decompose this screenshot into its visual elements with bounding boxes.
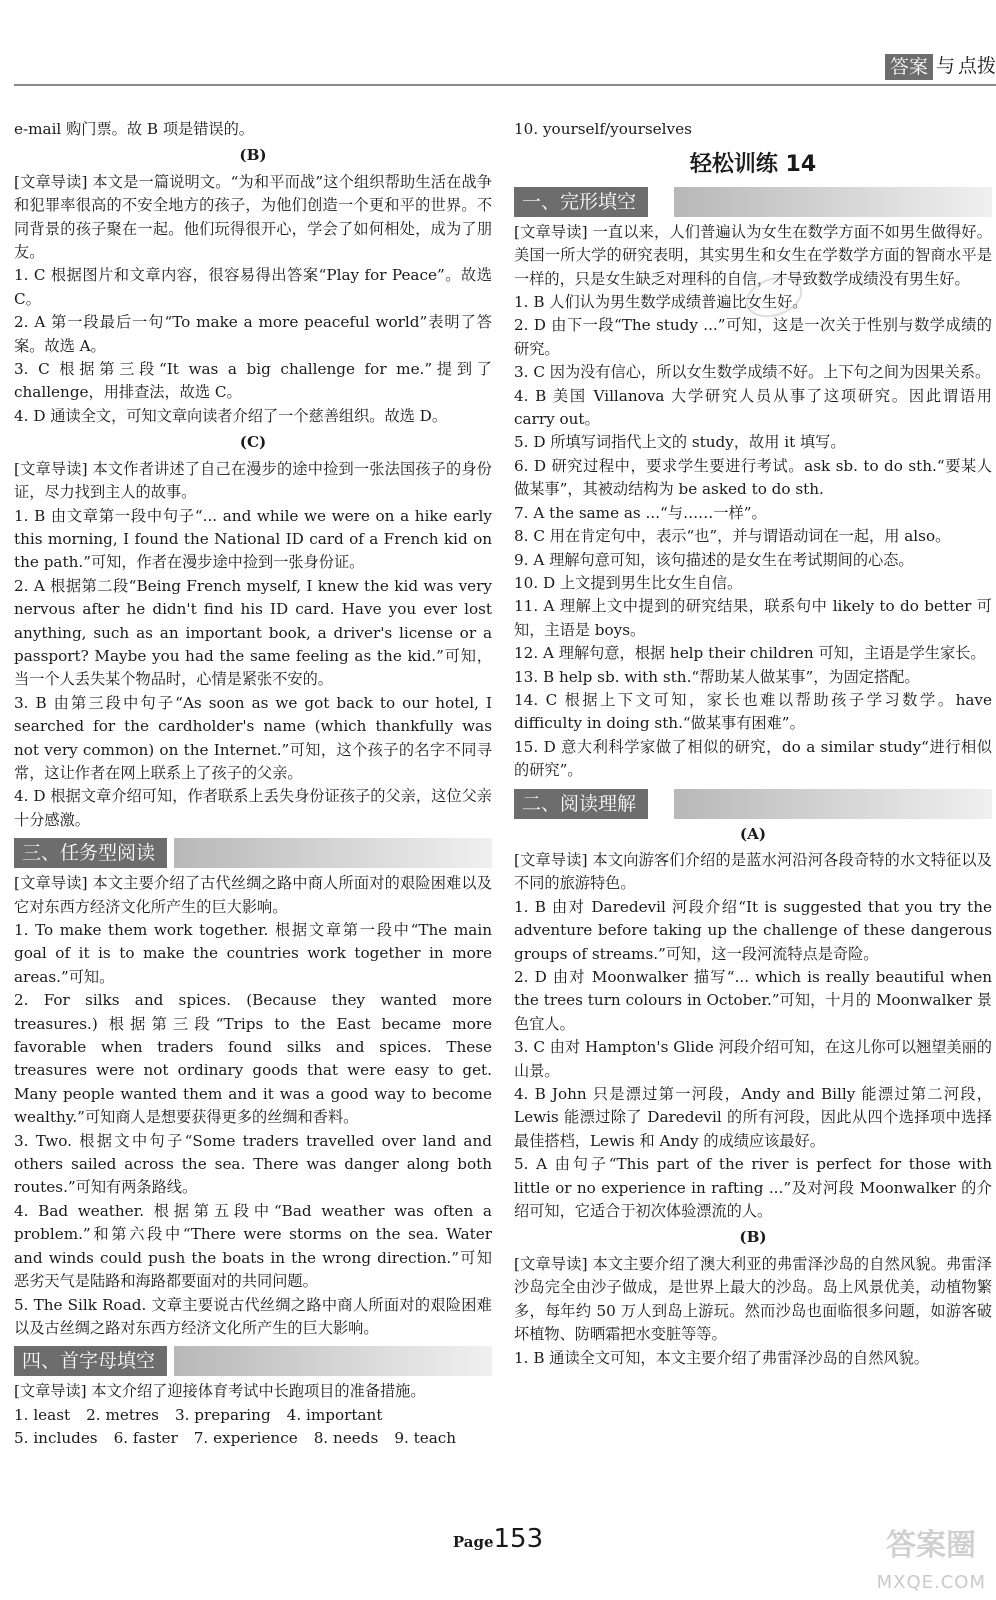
page-number: 153 [493, 1524, 544, 1554]
section-b2-label: (B) [739, 1228, 767, 1247]
header-rule [14, 84, 996, 86]
section-a-label: (A) [739, 824, 767, 843]
section-a-guide: [文章导读] 本文向游客们介绍的是蓝水河沿河各段奇特的水文特征以及不同的旅游特色。 [514, 850, 992, 893]
watermark-logo: 答案圈 [886, 1528, 976, 1563]
answer-item: 4. D 根据文章介绍可知，作者联系上丢失身份证孩子的父亲，这位父亲十分感激。 [14, 787, 492, 829]
answer-item: 3. C 因为没有信心，所以女生数学成绩不好。上下句之间为因果关系。 [514, 363, 991, 382]
answer-item: 8. C 用在肯定句中，表示“也”，并与谓语动词在一起，用 also。 [514, 527, 951, 546]
fill-answer: 1. least [14, 1405, 71, 1424]
answer-item: 4. D 通读全文，可知文章向读者介绍了一个慈善组织。故选 D。 [14, 406, 448, 425]
answer-item: 3. B 由第三段中句子“As soon as we got back to our hotel, I searched for the cardholder's name (which thankfully was not very common) on the Internet.”可知，这个孩子的名字不同寻常，这让作者在网上联系上了孩子的父亲。 [14, 693, 492, 782]
answer-item: 3. C 由对 Hampton's Glide 河段介绍可知，在这儿你可以翘望美丽的山景。 [514, 1038, 992, 1080]
left-column [14, 118, 492, 1451]
section-banner-task-reading [14, 838, 492, 868]
banner-fade [174, 1346, 492, 1376]
section-1-guide: [文章导读] 一直以来，人们普遍认为女生在数学方面不如男生做得好。美国一所大学的研究表明，其实男生和女生在学数学方面的智商水平是一样的，只是女生缺乏对理科的自信，才导致数学成绩没有男生好。 [514, 222, 992, 288]
section-b-label: (B) [239, 146, 267, 165]
fill-answers-row-1 [14, 1404, 492, 1427]
answer-tag: 答案 [885, 54, 933, 80]
answer-item: 1. To make them work together. 根据文章第一段中“The main goal of it is to make the countries work together in more areas.”可知。 [14, 921, 492, 986]
banner-fade [674, 789, 992, 819]
fill-answer: 3. preparing [174, 1405, 271, 1424]
section-c-guide: [文章导读] 本文作者讲述了自己在漫步的途中捡到一张法国孩子的身份证，尽力找到主人的故事。 [14, 459, 492, 502]
tips-tag: 点拨 [957, 55, 996, 78]
section-4-guide: [文章导读] 本文介绍了迎接体育考试中长跑项目的准备措施。 [14, 1382, 426, 1401]
answer-item: 5. A 由句子“This part of the river is perfect for those with little or no experience in rafting ...”及对河段 Moonwalker 的介绍可知，它适合于初次体验漂流的人。 [514, 1155, 992, 1221]
answer-item: 4. B John 只是漂过第一河段，Andy and Billy 能漂过第二河段，Lewis 能漂过除了 Daredevil 的所有河段，因此从四个选择项中选择最佳搭档，Lewis 和 Andy 的成绩应该最好。 [514, 1085, 992, 1150]
answer-item: 10. D 上文提到男生比女生自信。 [514, 573, 743, 592]
answer-item: 7. A the same as ...“与……一样”。 [514, 503, 767, 522]
section-banner-reading [514, 789, 992, 819]
answer-item: 11. A 理解上文中提到的研究结果，联系句中 likely to do better 可知，主语是 boys。 [514, 597, 992, 639]
banner-label: 一、完形填空 [514, 187, 648, 217]
header-tag [885, 54, 996, 80]
fill-answer: 8. needs [313, 1429, 379, 1448]
fill-answer: 2. metres [86, 1405, 159, 1424]
banner-label: 四、首字母填空 [14, 1346, 167, 1376]
section-b-guide: [文章导读] 本文是一篇说明文。“为和平而战”这个组织帮助生活在战争和犯罪率很高的不安全地方的孩子，为他们创造一个更和平的世界。不同背景的孩子聚在一起。他们玩得很开心，学会了如何相处，成为了朋友。 [14, 172, 492, 262]
section-banner-initial-letter [14, 1346, 492, 1376]
answer-item: 5. The Silk Road. 文章主要说古代丝绸之路中商人所面对的艰险困难以及古丝绸之路对东西方经济文化所产生的巨大影响。 [14, 1295, 492, 1337]
tag-separator: 与 [935, 55, 955, 78]
answer-item: 3. C 根据第三段“It was a big challenge for me.”提到了 challenge，用排查法，故选 C。 [14, 360, 492, 402]
intro-line: e-mail 购门票。故 B 项是错误的。 [14, 120, 254, 138]
answer-item: 5. D 所填写词指代上文的 study，故用 it 填写。 [514, 433, 846, 452]
answer-item: 1. B 由对 Daredevil 河段介绍“It is suggested that you try the adventure before taking up the challenge of these dangerous groups of streams.”可知，这一段河流特点是奇险。 [514, 897, 992, 963]
answer-item: 1. B 由文章第一段中句子“... and while we were on a hike early this morning, I found the National ID card of a French kid on the path.”可知，作者在漫步途中捡到一张身份证。 [14, 506, 492, 572]
watermark-site: MXQE.COM [876, 1571, 986, 1593]
answer-item: 2. A 第一段最后一句“To make a more peaceful world”表明了答案。故选 A。 [14, 313, 492, 355]
answer-item: 1. C 根据图片和文章内容，很容易得出答案“Play for Peace”。故选 C。 [14, 266, 492, 308]
answer-item: 1. B 人们认为男生数学成绩普遍比女生好。 [514, 293, 808, 312]
answer-item: 12. A 理解句意，根据 help their children 可知，主语是学生家长。 [514, 644, 986, 663]
answer-item: 1. B 通读全文可知，本文主要介绍了弗雷泽沙岛的自然风貌。 [514, 1348, 929, 1367]
fill-answer: 7. experience [193, 1429, 298, 1448]
section-3-guide: [文章导读] 本文主要介绍了古代丝绸之路中商人所面对的艰险困难以及它对东西方经济文化所产生的巨大影响。 [14, 874, 492, 916]
answer-item: 13. B help sb. with sth.“帮助某人做某事”，为固定搭配。 [514, 667, 920, 686]
answer-item: 10. yourself/yourselves [514, 120, 692, 138]
answer-item: 2. D 由下一段“The study ...”可知，这是一次关于性别与数学成绩的研究。 [514, 316, 992, 358]
banner-label: 三、任务型阅读 [14, 838, 167, 868]
banner-fade [674, 187, 992, 217]
answer-item: 14. C 根据上下文可知，家长也难以帮助孩子学习数学。have difficulty in doing sth.“做某事有困难”。 [514, 690, 992, 733]
answer-item: 3. Two. 根据文中句子“Some traders travelled over land and others sailed across the sea. There was danger along both routes.”可知有两条路线。 [14, 1131, 492, 1197]
section-b2-guide: [文章导读] 本文主要介绍了澳大利亚的弗雷泽沙岛的自然风貌。弗雷泽沙岛完全由沙子做成，是世界上最大的沙岛。岛上风景优美，动植物繁多，每年约 50 万人到岛上游玩。然而沙岛也面临很多问题，如游客破坏植物、防晒霜把水变脏等等。 [514, 1254, 992, 1344]
fill-answer: 4. important [286, 1405, 383, 1424]
page-label: Page [452, 1533, 494, 1551]
banner-label: 二、阅读理解 [514, 789, 648, 819]
answer-item: 9. A 理解句意可知，该句描述的是女生在考试期间的心态。 [514, 550, 914, 569]
answer-item: 2. For silks and spices. (Because they wanted more treasures.) 根据第三段“Trips to the East became more favorable when traders found silks and spices. These treasures were not ordinary goods that were easy to get. Many people wanted them and it was a good way to become wealthy.”可知商人是想要获得更多的丝绸和香料。 [14, 991, 492, 1127]
answer-item: 2. D 由对 Moonwalker 描写“... which is really beautiful when the trees turn colours in October.”可知，十月的 Moonwalker 景色宜人。 [514, 968, 992, 1033]
fill-answer: 6. faster [113, 1429, 178, 1448]
watermark [836, 1528, 986, 1594]
section-banner-cloze [514, 187, 992, 217]
training-title: 轻松训练 14 [689, 152, 817, 178]
answer-item: 4. Bad weather. 根据第五段中“Bad weather was often a problem.”和第六段中“There were storms on the sea. Water and winds could push the boats in the wrong direction.”可知恶劣天气是陆路和海路都要面对的共同问题。 [14, 1201, 492, 1291]
section-c-label: (C) [239, 433, 267, 452]
answer-item: 15. D 意大利科学家做了相似的研究，do a similar study“进行相似的研究”。 [514, 737, 992, 780]
banner-fade [174, 838, 492, 868]
fill-answers-row-2 [14, 1427, 492, 1450]
answer-item: 6. D 研究过程中，要求学生要进行考试。ask sb. to do sth.“要某人做某事”，其被动结构为 be asked to do sth. [514, 456, 992, 499]
answer-item: 2. A 根据第二段“Being French myself, I knew the kid was very nervous after he didn't find his ID card. Have you ever lost anything, such as an important book, a driver's license or a passport? Maybe you had the same feeling as the kid.”可知，当一个人丢失某个物品时，心情是紧张不安的。 [14, 576, 492, 689]
fill-answer: 9. teach [394, 1429, 457, 1448]
fill-answer: 5. includes [14, 1429, 98, 1448]
answer-item: 4. B 美国 Villanova 大学研究人员从事了这项研究。因此谓语用 carry out。 [514, 386, 992, 429]
